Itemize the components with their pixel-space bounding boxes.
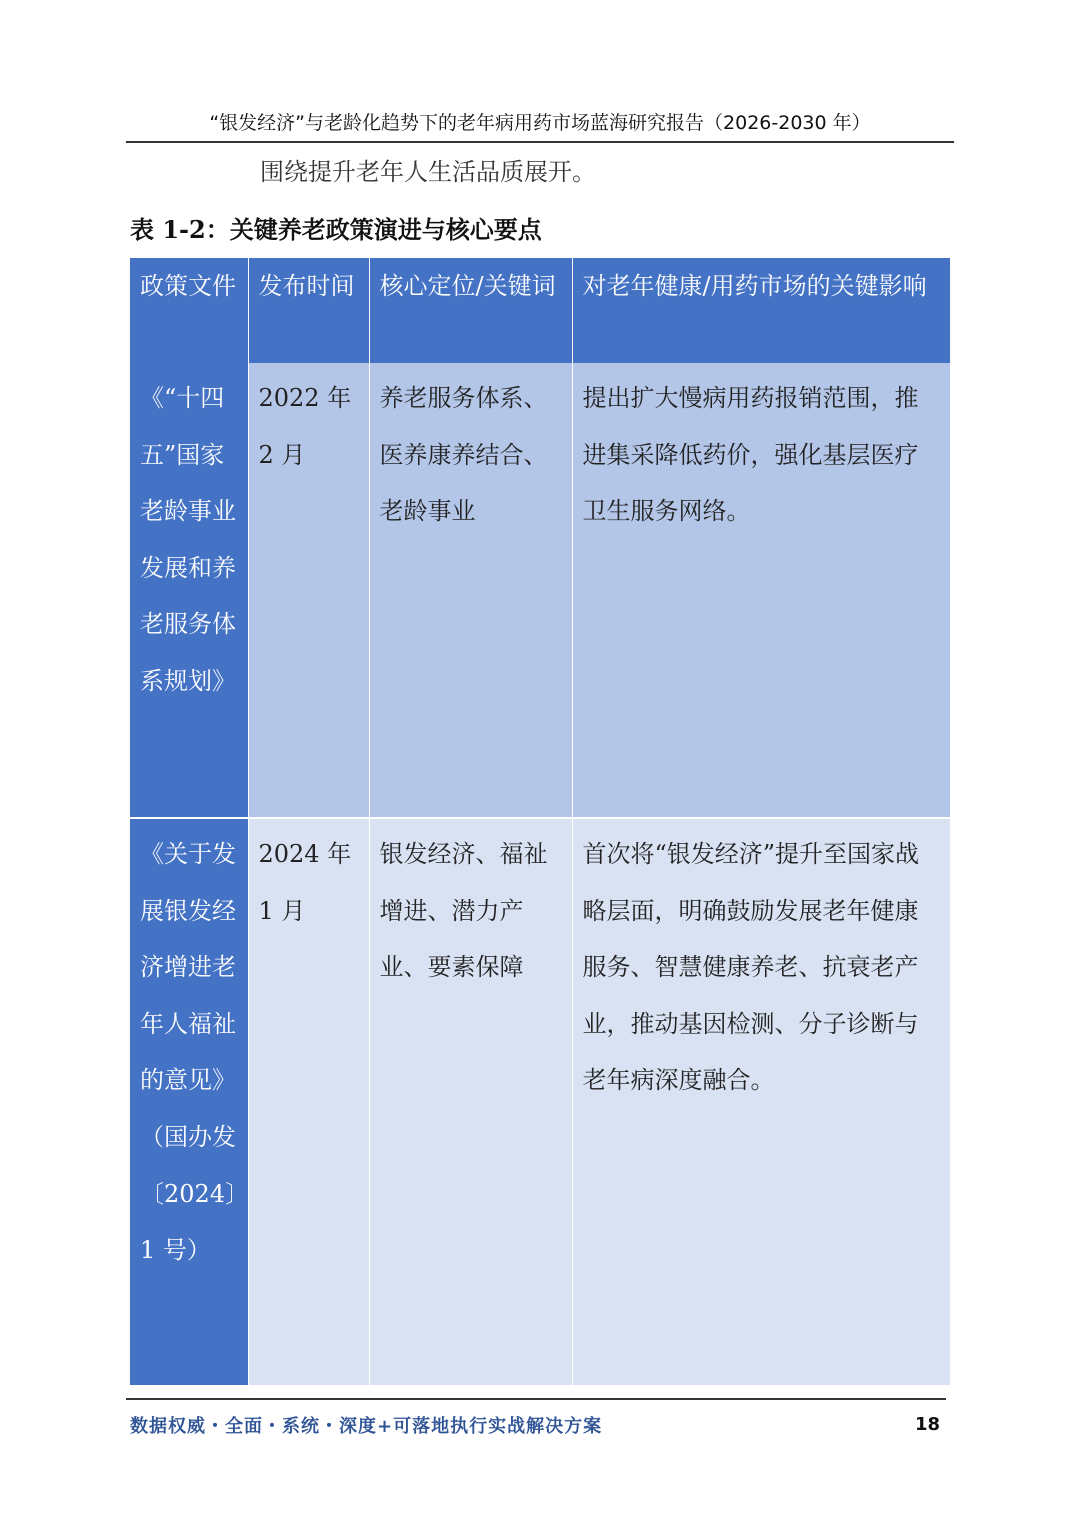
policy-table xyxy=(130,258,950,1385)
intro-text: 围绕提升老年人生活品质展开。 xyxy=(260,158,596,186)
footer-slogan: 数据权威・全面・系统・深度+可落地执行实战解决方案 xyxy=(130,1416,603,1437)
footer-divider xyxy=(126,1398,946,1400)
table-row xyxy=(130,363,950,818)
policy-document-cell: 《关于发展银发经济增进老年人福祉的意见》（国办发〔2024〕1 号） xyxy=(130,818,248,1385)
column-header-document: 政策文件 xyxy=(130,258,248,363)
policy-impact-cell: 首次将“银发经济”提升至国家战略层面，明确鼓励发展老年健康服务、智慧健康养老、抗衰老产业，推动基因检测、分子诊断与老年病深度融合。 xyxy=(572,818,950,1385)
policy-date-cell: 2022 年 2 月 xyxy=(248,363,369,818)
policy-document-cell: 《“十四五”国家老龄事业发展和养老服务体系规划》 xyxy=(130,363,248,818)
policy-date-cell: 2024 年 1 月 xyxy=(248,818,369,1385)
table-row xyxy=(130,818,950,1385)
policy-impact-cell: 提出扩大慢病用药报销范围，推进集采降低药价，强化基层医疗卫生服务网络。 xyxy=(572,363,950,818)
column-header-keywords: 核心定位/关键词 xyxy=(369,258,572,363)
page-number: 18 xyxy=(914,1414,940,1435)
policy-keywords-cell: 养老服务体系、医养康养结合、老龄事业 xyxy=(369,363,572,818)
table-header-row xyxy=(130,258,950,363)
table-caption: 表 1-2：关键养老政策演进与核心要点 xyxy=(130,215,542,244)
header-divider xyxy=(126,141,954,143)
column-header-impact: 对老年健康/用药市场的关键影响 xyxy=(572,258,950,363)
column-header-date: 发布时间 xyxy=(248,258,369,363)
policy-keywords-cell: 银发经济、福祉增进、潜力产业、要素保障 xyxy=(369,818,572,1385)
running-header-title: “银发经济”与老龄化趋势下的老年病用药市场蓝海研究报告（2026-2030 年） xyxy=(209,112,871,134)
